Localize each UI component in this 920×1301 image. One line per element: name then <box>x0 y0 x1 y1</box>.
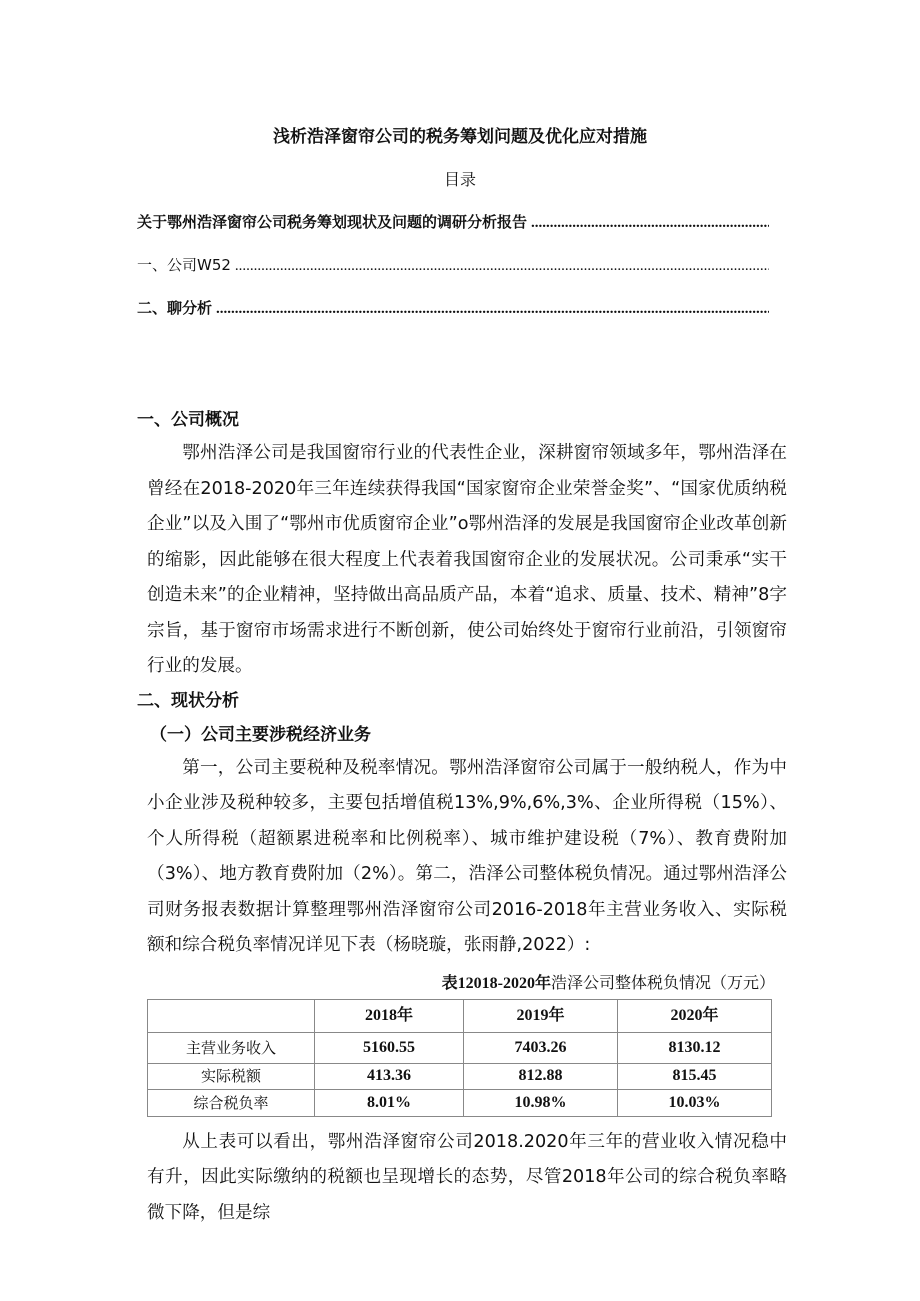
sub-heading: （一）公司主要涉税经济业务 <box>150 724 371 745</box>
tax-burden-table <box>147 999 772 1117</box>
table-cell: 812.88 <box>464 1063 618 1089</box>
toc-leader-dots <box>531 212 769 234</box>
paragraph: 第一，公司主要税种及税率情况。鄂州浩泽窗帘公司属于一般纳税人，作为中小企业涉及税种较多，主要包括增值税13%,9%,6%,3%、企业所得税（15%）、个人所得税（超额累进税率和比例税率）、城市维护建设税（7%）、教育费附加（3%）、地方教育费附加（2%）。第二，浩泽公司整体税负情况。通过鄂州浩泽公司财务报表数据计算整理鄂州浩泽窗帘公司2016-2018年主营业务收入、实际税额和综合税负率情况详见下表（杨晓璇，张雨静,2022）: <box>147 757 787 955</box>
table-cell: 5160.55 <box>315 1032 464 1063</box>
paragraph: 鄂州浩泽公司是我国窗帘行业的代表性企业，深耕窗帘领域多年，鄂州浩泽在曾经在2018-2020年三年连续获得我国“国家窗帘企业荣誉金奖”、“国家优质纳税企业”以及入围了“鄂州市优质窗帘企业”o鄂州浩泽的发展是我国窗帘企业改革创新的缩影，因此能够在很大程度上代表着我国窗帘企业的发展状况。公司秉承“实干创造未来”的企业精神，坚持做出高品质产品，本着“追求、质量、技术、精神”8字宗旨，基于窗帘市场需求进行不断创新，使公司始终处于窗帘行业前沿，引领窗帘行业的发展。 <box>147 443 787 676</box>
table-header-cell <box>148 999 315 1032</box>
table-cell: 8130.12 <box>618 1032 772 1063</box>
toc-item[interactable] <box>137 211 769 234</box>
toc-heading: 目录 <box>443 170 476 189</box>
table-header-cell: 2019年 <box>464 999 618 1032</box>
row-label: 主营业务收入 <box>148 1032 315 1063</box>
table-cell: 10.98% <box>464 1089 618 1116</box>
table-cell: 815.45 <box>618 1063 772 1089</box>
toc-leader-dots <box>235 255 769 277</box>
table-row <box>148 1063 772 1089</box>
table-header-cell: 2020年 <box>618 999 772 1032</box>
table-header-cell: 2018年 <box>315 999 464 1032</box>
row-label: 实际税额 <box>148 1063 315 1089</box>
toc-item-label: 二、聊分析 <box>137 299 213 317</box>
toc-item[interactable] <box>137 254 769 277</box>
table-caption <box>380 972 775 995</box>
section-heading: 一、公司概况 <box>137 410 239 430</box>
table-row <box>148 1089 772 1116</box>
caption-prefix: 表12018-2020年 <box>441 974 551 992</box>
table-cell: 10.03% <box>618 1089 772 1116</box>
section-heading: 二、现状分析 <box>137 690 239 711</box>
toc-item-label: 一、公司W52 <box>137 256 231 274</box>
table-row <box>148 1032 772 1063</box>
table-header-row <box>148 999 772 1032</box>
table-cell: 7403.26 <box>464 1032 618 1063</box>
toc-item-label: 关于鄂州浩泽窗帘公司税务筹划现状及问题的调研分析报告 <box>137 213 528 231</box>
row-label: 综合税负率 <box>148 1089 315 1116</box>
paragraph: 从上表可以看出，鄂州浩泽窗帘公司2018.2020年三年的营业收入情况稳中有升，因此实际缴纳的税额也呈现增长的态势，尽管2018年公司的综合税负率略微下降，但是综 <box>147 1131 787 1223</box>
toc-leader-dots <box>216 298 769 320</box>
table-cell: 413.36 <box>315 1063 464 1089</box>
caption-suffix: 浩泽公司整体税负情况（万元） <box>550 972 775 992</box>
toc-item[interactable] <box>137 297 769 320</box>
document-title: 浅析浩泽窗帘公司的税务筹划问题及优化应对措施 <box>273 127 647 147</box>
table-cell: 8.01% <box>315 1089 464 1116</box>
